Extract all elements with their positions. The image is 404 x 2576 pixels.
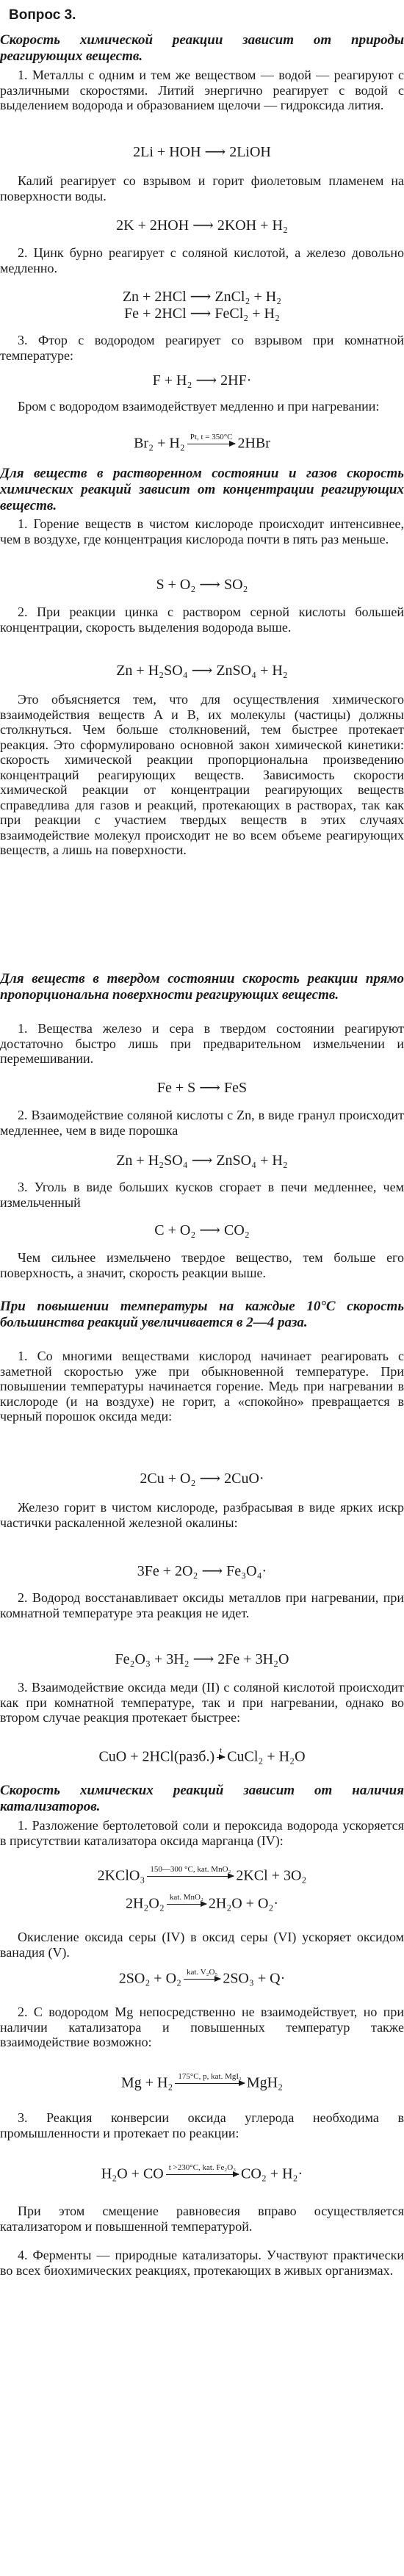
equation: 3Fe + 2O₂ ⟶ Fe₃O₄· — [137, 1563, 267, 1579]
eq-left: Br₂ + H₂ — [134, 435, 185, 452]
eq-left: H₂O + CO — [101, 2165, 164, 2182]
section-heading-surface: Для веществ в твердом состоянии скорость реакции прямо пропорциональна поверхности реагирующих веществ. — [0, 971, 404, 1003]
paragraph: 3. Взаимодействие оксида меди (II) с соляной кислотой происходит как при комнатной температуре, так и при нагревании, однако во втором случае реакция протекает быстрее: — [0, 1680, 404, 1725]
paragraph: 2. При реакции цинка с раствором серной кислоты большей концентрации, скорость выделения водорода выше. — [0, 605, 404, 635]
paragraph: Чем сильнее измельчено твердое вещество, тем больше его поверхность, а значит, скорость реакции выше. — [0, 1250, 404, 1280]
paragraph: 4. Ферменты — природные катализаторы. Участвуют практически во всех биохимических реакциях, протекающих в живых организмах. — [0, 2248, 404, 2278]
reaction-arrow: t — [217, 1747, 225, 1769]
equation — [0, 1866, 404, 1888]
eq-left: CuO + 2HCl(разб.) — [98, 1748, 215, 1765]
eq-left: 2H₂O₂ — [125, 1895, 165, 1912]
paragraph: 1. Со многими веществами кислород начинает реагировать с заметной скоростью уже при обыкновенной температуре. При повышении температуры начинается горение. Медь при нагревании в кислороде (и на воздухе) не горит, а «спокойно» превращается в черный порошок оксида меди: — [0, 1349, 404, 1424]
equation: Fe + S ⟶ FeS — [156, 1080, 248, 1096]
equation: 2Cu + O₂ ⟶ 2CuO· — [140, 1471, 264, 1487]
reaction-arrow: t >230°C, kat. Fe₂O₃ — [166, 2164, 239, 2186]
paragraph: 3. Уголь в виде больших кусков сгорает в печи медленнее, чем измельченный — [0, 1180, 404, 1210]
paragraph: 2. Цинк бурно реагирует с соляной кислотой, а железо довольно медленно. — [0, 245, 404, 275]
eq-left: 2KClO₃ — [97, 1867, 145, 1884]
equation: S + O₂ ⟶ SO₂ — [156, 577, 248, 593]
paragraph: Бром с водородом взаимодействует медленно и при нагревании: — [18, 399, 380, 414]
paragraph: 3. Фтор с водородом реагирует со взрывом при комнатной температуре: — [0, 333, 404, 363]
paragraph: 1. Горение веществ в чистом кислороде происходит интенсивнее, чем в воздухе, где концентрация кислорода почти в пять раз меньше. — [0, 516, 404, 546]
paragraph: Это объясняется тем, что для осуществления химического взаимодействия веществ A и B, их молекулы (частицы) должны столкнуться. Чем больше столкновений, тем быстрее протекает реакция. Это сформулировано основной закон химической кинетики: скорость химической реакции пропорциональна произведению концентраций реагирующих веществ. Зависимость скорости химической реакции от концентрации реагирующих веществ справедлива для газов и реакций, протекающих в растворах, так как при реакции с участием твердых веществ в этих случаях взаимодействие молекул происходит не во всем объеме реагирующих веществ, а лишь на поверхности. — [0, 692, 404, 857]
paragraph: 2. Взаимодействие соляной кислоты с Zn, в виде гранул происходит медленнее, чем в виде порошка — [0, 1108, 404, 1138]
paragraph: При этом смещение равновесия вправо осуществляется катализатором и повышенной температурой. — [0, 2204, 404, 2234]
equation — [0, 1747, 404, 1769]
paragraph: Калий реагирует со взрывом и горит фиолетовым пламенем на поверхности воды. — [0, 173, 404, 203]
paragraph: 1. Вещества железо и сера в твердом состоянии реагируют достаточно быстро лишь при предварительном измельчении и перемешивании. — [0, 1021, 404, 1066]
paragraph: Железо горит в чистом кислороде, разбрасывая в виде ярких искр частички раскаленной железной окалины: — [0, 1500, 404, 1530]
equation — [0, 433, 404, 455]
equation: C + O₂ ⟶ CO₂ — [154, 1222, 250, 1238]
equation: F + H₂ ⟶ 2HF· — [152, 372, 252, 389]
equation: Fe₂O₃ + 3H₂ ⟶ 2Fe + 3H₂O — [115, 1651, 289, 1667]
section-heading-temperature: При повышении температуры на каждые 10°С скорость большинства реакций увеличивается в 2—4 раза. — [0, 1299, 404, 1330]
eq-right: CuCl₂ + H₂O — [227, 1748, 306, 1765]
paragraph: 3. Реакция конверсии оксида углерода необходима в промышленности и протекает по реакции: — [0, 2110, 404, 2140]
eq-right: 2SO₃ + Q· — [223, 1970, 286, 1987]
equation — [0, 2073, 404, 2095]
paragraph: 1. Разложение бертолетовой соли и пероксида водорода ускоряется в присутствии катализатора оксида марганца (IV): — [0, 1818, 404, 1848]
reaction-arrow: 150—300 °C, kat. MnO₂ — [147, 1866, 234, 1888]
paragraph: 1. Металлы с одним и тем же веществом — водой — реагируют с различными скоростями. Литий энергично реагирует с водой с выделением водорода и образованием щелочи — гидроксида лития. — [0, 68, 404, 112]
equation — [0, 1894, 404, 1916]
eq-left: 2SO₂ + O₂ — [118, 1970, 181, 1987]
eq-right: 2HBr — [237, 435, 270, 452]
equation: Fe + 2HCl ⟶ FeCl₂ + H₂ — [124, 306, 280, 322]
equation: Zn + H₂SO₄ ⟶ ZnSO₄ + H₂ — [116, 663, 288, 679]
paragraph: Окисление оксида серы (IV) в оксид серы (VI) ускоряет оксидом ванадия (V). — [0, 1930, 404, 1960]
reaction-arrow: kat. MnO₂ — [167, 1894, 206, 1916]
reaction-arrow: 175°C, p, kat. MgI₂ — [175, 2073, 244, 2095]
section-heading-concentration: Для веществ в растворенном состоянии и газов скорость химических реакций зависит от концентрации реагирующих веществ. — [0, 466, 404, 513]
equation: Zn + H₂SO₄ ⟶ ZnSO₄ + H₂ — [116, 1152, 288, 1169]
equation: Zn + 2HCl ⟶ ZnCl₂ + H₂ — [122, 289, 282, 305]
equation — [0, 2164, 404, 2186]
reaction-arrow: kat. V₂O₅ — [184, 1969, 220, 1991]
eq-right: MgH₂ — [246, 2074, 284, 2091]
section-heading-catalysts: Скорость химических реакций зависит от наличия катализаторов. — [0, 1783, 404, 1814]
section-heading-nature: Скорость химической реакции зависит от природы реагирующих веществ. — [0, 32, 404, 64]
question-title: Вопрос 3. — [9, 7, 76, 23]
paragraph: 2. Водород восстанавливает оксиды металлов при нагревании, при комнатной температуре эта реакция не идет. — [0, 1590, 404, 1620]
paragraph: 2. С водородом Mg непосредственно не взаимодействует, но при наличии катализатора и повышенных температур также взаимодействие возможно: — [0, 2005, 404, 2049]
equation — [0, 1969, 404, 1991]
equation: 2Li + HOH ⟶ 2LiOH — [133, 144, 271, 160]
eq-right: 2KCl + 3O₂ — [236, 1867, 307, 1884]
equation: 2K + 2HOH ⟶ 2KOH + H₂ — [116, 217, 288, 234]
eq-right: CO₂ + H₂· — [241, 2165, 303, 2182]
reaction-arrow: Pt, t = 350°C — [187, 433, 236, 455]
eq-right: 2H₂O + O₂· — [208, 1895, 279, 1912]
eq-left: Mg + H₂ — [120, 2074, 173, 2091]
